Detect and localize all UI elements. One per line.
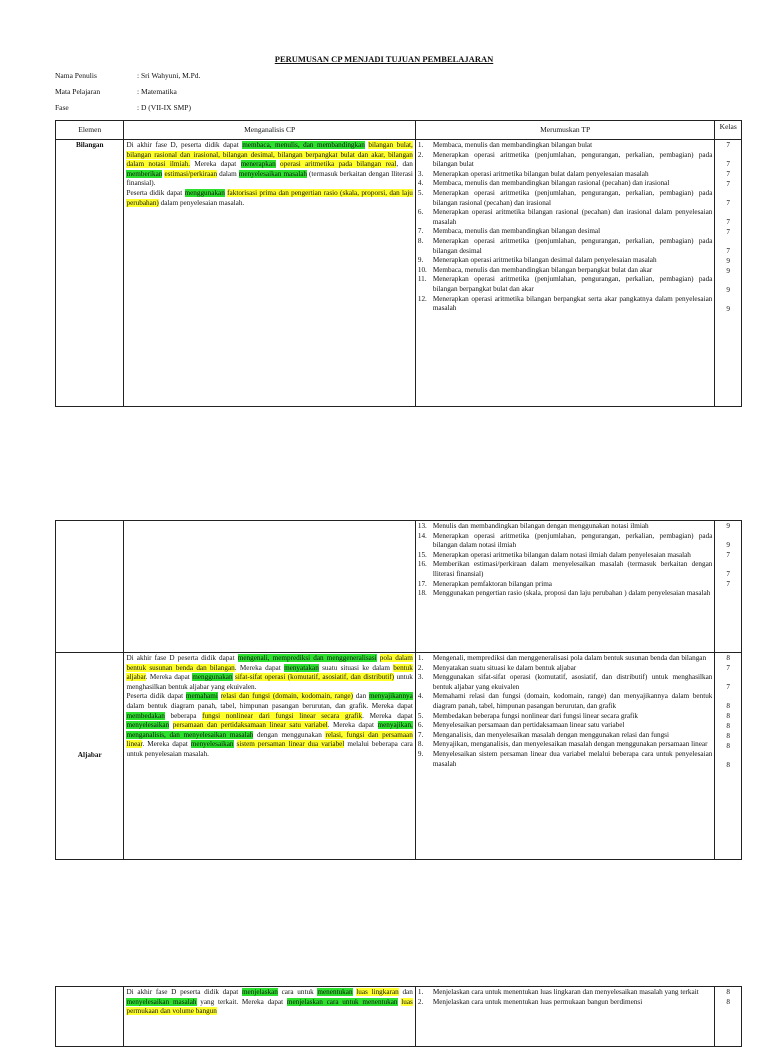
cp-table-page1	[55, 120, 742, 407]
kelas-value: 9	[726, 267, 730, 276]
highlighted-text: menyelesaikan	[190, 740, 234, 749]
kelas-pengukuran	[715, 987, 742, 1047]
elemen-empty	[56, 521, 124, 653]
meta-label: Nama Penulis	[55, 71, 97, 80]
tp-text: Menerapkan operasi aritmetika (penjumlahan, pengurangan, perkalian, pembagian) pada bilangan rasional (pecahan) dan irasional	[432, 188, 713, 207]
tp-number: 17.	[417, 579, 427, 588]
highlighted-text: menyelesaikan masalah	[126, 997, 197, 1006]
kelas-value: 8	[726, 732, 730, 741]
cp-text: yang terkait. Mereka dapat	[196, 997, 287, 1006]
kelas-value: 8	[726, 998, 730, 1007]
tp-text: Memahami relasi dan fungsi (domain, kodomain, range) dan menyajikannya dalam bentuk diagram panah, tabel, himpunan pasangan berurutan, dan grafik	[432, 692, 713, 710]
tp-aljabar	[415, 653, 715, 860]
highlighted-text: sifat-sifat operasi (komutatif, asosiatif, dan distributif)	[235, 673, 395, 682]
highlighted-text: relasi dan fungsi (domain, kodomain, range)	[220, 692, 354, 701]
highlighted-text: menerapkan	[240, 160, 276, 169]
tp-text: Menerapkan operasi aritmetika bilangan desimal dalam penyelesaian masalah	[432, 256, 657, 265]
tp-text: Menerapkan operasi aritmetika (penjumlahan, pengurangan, perkalian, pembagian) pada bilangan desimal	[432, 236, 713, 255]
cp-text: Peserta didik dapat	[126, 188, 185, 197]
highlighted-text: menjelaskan	[241, 988, 278, 996]
tp-number: 8.	[417, 236, 424, 245]
tp-number: 9.	[417, 749, 424, 758]
kelas-value: 9	[726, 286, 730, 295]
highlighted-text: menyelesaikan masalah	[238, 169, 308, 178]
tp-number: 9.	[417, 256, 424, 265]
highlighted-text: estimasi/perkiraan	[164, 169, 218, 178]
tp-number: 10.	[417, 265, 427, 274]
tp-text: Menerapkan operasi aritmetika (penjumlahan, pengurangan, perkalian, pembagian) pada bilangan dalam notasi ilmiah	[432, 531, 713, 550]
tp-item	[418, 275, 713, 294]
tp-text: Membaca, menulis dan membandingkan bilangan berpangkat bulat dan akar	[432, 265, 653, 274]
tp-item	[418, 692, 713, 711]
tp-text: Menerapkan pemfaktoran bilangan prima	[432, 579, 552, 588]
tp-bilangan	[415, 140, 715, 407]
header-elemen: Elemen	[56, 121, 124, 140]
kelas-value: 8	[726, 654, 730, 663]
tp-text: Menyelesaikan persamaan dan pertidaksamaan linear satu variabel	[432, 721, 625, 730]
kelas-value: 8	[726, 712, 730, 721]
kelas-value: 8	[726, 702, 730, 711]
kelas-aljabar	[715, 653, 742, 860]
tp-number: 11.	[417, 275, 427, 284]
highlighted-text: memberikan	[126, 169, 163, 178]
cp-text: untuk menghasilkan bentuk aljabar yang ekuivalen.	[126, 673, 413, 691]
tp-text: Menerapkan operasi aritmetika (penjumlahan, pengurangan, perkalian, pembagian) pada bilangan bulat	[432, 150, 713, 169]
tp-text: Menulis dan membandingkan bilangan dengan menggunakan notasi ilmiah	[432, 522, 649, 530]
kelas-value: 8	[726, 761, 730, 770]
tp-number: 3.	[417, 169, 424, 178]
cp-text: dalam bentuk diagram panah, tabel, himpunan pasangan berurutan, dan grafik. Mereka dapat	[126, 701, 413, 710]
kelas-value: 7	[726, 160, 730, 169]
tp-item	[418, 750, 713, 769]
highlighted-text: persamaan dan pertidaksamaan linear satu variabel	[172, 721, 328, 730]
kelas-value: 7	[726, 199, 730, 208]
tp-item	[418, 141, 713, 151]
tp-text: Menyelesaikan sistem persaman linear dua variabel melalui beberapa cara untuk penyelesaian masalah	[432, 749, 713, 768]
tp-item	[418, 532, 713, 551]
tp-text: Menerapkan operasi aritmetika bilangan berpangkat serta akar pangkatnya dalam penyelesaian masalah	[432, 294, 713, 313]
kelas-bilangan-cont	[715, 521, 742, 653]
highlighted-text: menyatakan	[284, 663, 319, 672]
header-tp: Merumuskan TP	[415, 121, 715, 140]
kelas-value: 9	[726, 305, 730, 314]
highlighted-text: menyajikan, menganalisis, dan menyelesaikan masalah	[126, 721, 413, 739]
tp-text: Membaca, menulis dan membandingkan bilangan rasional (pecahan) dan irasional	[432, 179, 670, 188]
meta-value: : Matematika	[137, 87, 177, 96]
cp-text: cara untuk	[277, 988, 318, 996]
cp-text: . Mereka dapat	[145, 673, 193, 682]
meta-label: Fase	[55, 103, 69, 112]
kelas-value: 7	[726, 570, 730, 579]
tp-number: 6.	[417, 208, 424, 217]
highlighted-text: fungsi nonlinear dari fungsi linear secara grafik	[202, 711, 363, 720]
cp-text: . Mereka dapat	[327, 721, 378, 730]
tp-number: 2.	[417, 150, 424, 159]
highlighted-text: menggunakan	[192, 673, 233, 682]
tp-item	[418, 237, 713, 256]
tp-text: Mengenali, memprediksi dan menggeneralisasi pola dalam bentuk susunan benda dan bilangan	[432, 654, 707, 662]
tp-text: Menerapkan operasi aritmetika bilangan dalam notasi ilmiah dalam penyelesaian masalah	[432, 550, 691, 559]
tp-text: Menerapkan operasi aritmetika bilangan rasional (pecahan) dan irasional dalam penyelesaian masalah	[432, 208, 713, 226]
kelas-value: 7	[726, 580, 730, 589]
kelas-value: 8	[726, 988, 730, 997]
cp-text: Di akhir fase D peserta didik dapat	[126, 988, 242, 996]
tp-item	[418, 988, 713, 998]
tp-text: Menganalisis, dan menyelesaikan masalah dengan menggunakan relasi dan fungsi	[432, 730, 669, 739]
highlighted-text: mengenali, memprediksi dan menggeneralisasi	[237, 654, 377, 662]
highlighted-text: menggunakan	[184, 188, 225, 197]
header-kelas: Kelas	[715, 121, 742, 140]
tp-number: 12.	[417, 294, 427, 303]
tp-item	[418, 654, 713, 664]
cp-text: Mereka dapat	[190, 160, 241, 169]
highlighted-text: sistem persaman linear dua variabel	[236, 740, 345, 749]
tp-number: 4.	[417, 179, 424, 188]
tp-number: 1.	[417, 141, 424, 149]
kelas-value: 7	[726, 551, 730, 560]
tp-item	[418, 208, 713, 227]
tp-item	[418, 589, 713, 599]
tp-number: 14.	[417, 531, 427, 540]
tp-item	[418, 295, 713, 314]
cp-text: dan	[353, 692, 369, 701]
tp-item	[418, 712, 713, 722]
cp-bilangan	[124, 140, 415, 407]
tp-text: Menerapkan operasi aritmetika bilangan bulat dalam penyelesaian masalah	[432, 169, 649, 178]
tp-item	[418, 560, 713, 579]
tp-text: Membedakan beberapa fungsi nonlinear dari fungsi linear secara grafik	[432, 711, 638, 720]
tp-number: 5.	[417, 188, 424, 197]
highlighted-text: menyelesaikan	[126, 721, 170, 730]
meta-value: : Sri Wahyuni, M.Pd.	[137, 71, 201, 80]
cp-text: suatu situasi ke dalam	[318, 663, 394, 672]
tp-text: Menerapkan operasi aritmetika (penjumlahan, pengurangan, perkalian, pembagian) pada bilangan berpangkat bulat dan akar	[432, 275, 713, 293]
tp-item	[418, 256, 713, 266]
tp-number: 1.	[417, 654, 424, 662]
tp-text: Membaca, menulis dan membandingkan bilangan bulat	[432, 141, 593, 149]
cp-table-page3	[55, 986, 742, 1047]
highlighted-text: membedakan	[126, 711, 165, 720]
cp-text: (termasuk berkaitan dengan lliterasi finansial).	[126, 169, 413, 188]
tp-item	[418, 266, 713, 276]
kelas-value: 7	[726, 180, 730, 189]
highlighted-text: bilangan bulat, bilangan rasional dan irasional, bilangan desimal, bilangan berpangkat bulat dan akar, bilangan dalam notasi ilmiah.	[126, 141, 413, 169]
tp-number: 7.	[417, 730, 424, 739]
kelas-value	[717, 590, 739, 600]
kelas-value: 7	[726, 247, 730, 256]
cp-text: Peserta didik dapat	[126, 692, 186, 701]
cp-text: , dan	[396, 160, 413, 169]
cp-pengukuran	[124, 987, 415, 1047]
tp-text: Membaca, menulis dan membandingkan bilangan desimal	[432, 227, 601, 236]
tp-item	[418, 227, 713, 237]
header-analisis: Menganalisis CP	[124, 121, 415, 140]
highlighted-text: membaca, menulis, dan membandingkan	[242, 141, 365, 149]
elemen-pengukuran	[56, 987, 124, 1047]
tp-item	[418, 740, 713, 750]
kelas-value: 8	[726, 722, 730, 731]
tp-number: 16.	[417, 560, 427, 569]
tp-text: Menjelaskan cara untuk menentukan luas permukaan bangun berdimensi	[432, 997, 643, 1006]
kelas-value: 9	[726, 541, 730, 550]
document-title: PERUMUSAN CP MENJADI TUJUAN PEMBELAJARAN	[274, 54, 494, 64]
kelas-value: 7	[726, 664, 730, 673]
highlighted-text: luas lingkaran	[356, 988, 399, 996]
highlighted-text: faktorisasi prima dan pengertian rasio (skala, proporsi, dan laju perubahan)	[126, 188, 413, 207]
cp-text: . Mereka dapat	[234, 663, 285, 672]
tp-item	[418, 170, 713, 180]
tp-item	[418, 179, 713, 189]
tp-number: 15.	[417, 550, 427, 559]
kelas-value: 9	[726, 257, 730, 266]
meta-label: Mata Pelajaran	[55, 87, 101, 96]
highlighted-text: operasi aritmetika pada bilangan real	[280, 160, 397, 169]
cp-text: dan	[398, 988, 413, 996]
cp-text: . Mereka dapat	[362, 711, 413, 720]
tp-pengukuran	[415, 987, 715, 1047]
tp-item	[418, 551, 713, 561]
kelas-value: 7	[726, 683, 730, 692]
tp-text: Menggunakan pengertian rasio (skala, proposi dan laju perubahan ) dalam penyelesaian masalah	[432, 589, 711, 598]
kelas-value: 7	[726, 228, 730, 237]
tp-number: 1.	[417, 988, 424, 996]
tp-number: 5.	[417, 711, 424, 720]
tp-item	[418, 522, 713, 532]
kelas-value: 7	[726, 141, 730, 150]
highlighted-text: menyajikannya	[368, 692, 413, 701]
cp-aljabar	[124, 653, 415, 860]
cp-table-page2	[55, 520, 742, 860]
highlighted-text: menentukan	[317, 988, 353, 996]
tp-number: 6.	[417, 721, 424, 730]
meta-value: : D (VII-IX SMP)	[137, 103, 191, 112]
tp-item	[418, 189, 713, 208]
cp-text: Di akhir fase D, peserta didik dapat	[126, 141, 243, 149]
tp-number: 18.	[417, 589, 427, 598]
cp-text: . Mereka dapat	[142, 740, 191, 749]
kelas-value: 8	[726, 742, 730, 751]
highlighted-text: pola dalam bentuk susunan benda dan bilangan	[126, 654, 413, 672]
tp-number: 2.	[417, 997, 424, 1006]
cp-text: dengan menggunakan	[253, 730, 326, 739]
highlighted-text: luas permukaan dan volume bangun	[126, 997, 413, 1016]
tp-number: 7.	[417, 227, 424, 236]
tp-number: 3.	[417, 673, 424, 682]
tp-text: Menyajikan, menganalisis, dan menyelesaikan masalah dengan menggunakan persamaan linear	[432, 740, 708, 749]
tp-item	[418, 731, 713, 741]
kelas-value: 7	[726, 170, 730, 179]
highlighted-text: memahami	[185, 692, 218, 701]
tp-text: Menggunakan sifat-sifat operasi (komutatif, asosiatif, dan distributif) untuk menghasilkan bentuk aljabar yang ekuivalen	[432, 673, 713, 691]
tp-number: 13.	[417, 522, 427, 530]
tp-number: 8.	[417, 740, 424, 749]
tp-number: 2.	[417, 663, 424, 672]
tp-number: 4.	[417, 692, 424, 701]
kelas-value: 9	[726, 522, 730, 531]
cp-text: dalam penyelesaian masalah.	[158, 198, 245, 207]
tp-text: Menjelaskan cara untuk menentukan luas lingkaran dan menyelesaikan masalah yang terkait	[432, 988, 699, 996]
tp-item	[418, 673, 713, 692]
tp-item	[418, 664, 713, 674]
kelas-value: 7	[726, 218, 730, 227]
tp-text: Memberikan estimasi/perkiraan dalam menyelesaikan masalah (termasuk berkaitan dengan lliterasi finansial)	[432, 560, 713, 578]
elemen-aljabar: Aljabar	[56, 653, 124, 860]
cp-text: melalui beberapa cara untuk penyelesaian masalah.	[126, 740, 413, 758]
elemen-bilangan: Bilangan	[56, 140, 124, 407]
tp-item	[418, 151, 713, 170]
tp-item	[418, 998, 713, 1008]
tp-text: Menyatakan suatu situasi ke dalam bentuk aljabar	[432, 663, 577, 672]
cp-text: beberapa	[164, 711, 203, 720]
kelas-bilangan	[715, 140, 742, 407]
tp-item	[418, 721, 713, 731]
highlighted-text: bentuk aljabar	[126, 663, 413, 682]
tp-item	[418, 580, 713, 590]
cp-text: dalam	[217, 169, 239, 178]
tp-bilangan-cont	[415, 521, 715, 653]
cp-empty	[124, 521, 415, 653]
highlighted-text: menjelaskan cara untuk menentukan	[286, 997, 398, 1006]
highlighted-text: relasi, fungsi dan persamaan linear	[126, 730, 413, 749]
cp-text: Di akhir fase D peserta didik dapat	[126, 654, 238, 662]
